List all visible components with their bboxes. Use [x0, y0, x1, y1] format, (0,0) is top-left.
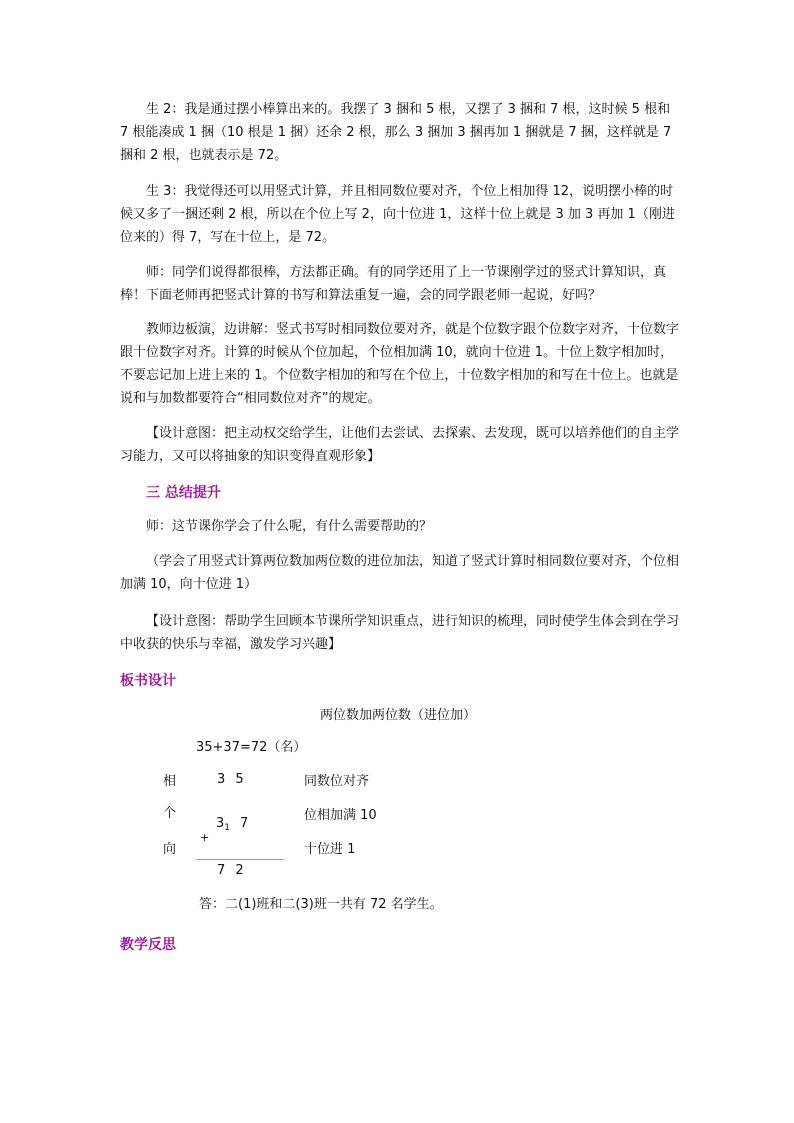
paragraph-teacher: 师：同学们说得都很棒，方法都正确。有的同学还用了上一节课刚学过的竖式计算知识，真棒！下面老师再把竖式计算的书写和算法重复一遍，会的同学跟老师一起说，好吗？ [120, 265, 667, 303]
paragraph-board-explain: 教师边板演，边讲解：竖式书写时相同数位要对齐，就是个位数字跟个位数字对齐，十位数字跟十位数字对齐。计算的时候从个位加起，个位相加满 10，就向十位进 1。十位上数字相加时，不要忘记加上进上来的 1。个位数字相加的和写在个位上，十位数字相加的和写在十位上。也就是说和与加数都要符合“相同数位对齐”的规定。 [120, 322, 680, 406]
board-answer: 答：二(1)班和二(3)班一共有 72 名学生。 [199, 897, 443, 912]
paragraph-design-intent-1: 【设计意图：把主动权交给学生，让他们去尝试、去探索、去发现，既可以培养他们的自主学习能力，又可以将抽象的知识变得直观形象】 [120, 426, 680, 464]
paragraph-student2: 生 2：我是通过摆小棒算出来的。我摆了 3 捆和 5 根，又摆了 3 捆和 7 根，这时候 5 根和 7 根能凑成 1 捆（10 根是 1 捆）还余 2 根，那么 3 捆加 3 捆再加 1 捆就是 7 捆，这样就是 7 捆和 2 根，也就表示是 72。 [120, 102, 672, 163]
section-3-title: 三 总结提升 [146, 485, 221, 501]
side-label: 向 [163, 842, 177, 857]
board-equation: 35+37=72（名） [196, 740, 307, 755]
addend-2 [216, 816, 248, 833]
paragraph-teacher-question: 师：这节课你学会了什么呢，有什么需要帮助的？ [146, 519, 433, 534]
sum-line [196, 859, 284, 860]
side-label: 相 [163, 774, 177, 789]
carry-digit: 1 [224, 823, 231, 833]
teaching-reflection-heading: 教学反思 [120, 937, 176, 953]
addend-2-tens: 3 [216, 816, 225, 831]
sum-result: 7 2 [217, 863, 247, 878]
paragraph-learned: （学会了用竖式计算两位数加两位数的进位加法，知道了竖式计算时相同数位要对齐，个位相加满 10，向十位进 1） [120, 554, 680, 592]
paragraph-design-intent-2: 【设计意图：帮助学生回顾本节课所学知识重点，进行知识的梳理，同时使学生体会到在学习中收获的快乐与幸福，激发学习兴趣】 [120, 614, 680, 652]
board-title: 两位数加两位数（进位加） [320, 708, 477, 723]
side-label: 个 [163, 806, 177, 821]
note-sum-ten: 位相加满 10 [304, 808, 377, 823]
note-align: 同数位对齐 [304, 774, 370, 789]
note-carry: 十位进 1 [304, 842, 356, 857]
board-design-heading: 板书设计 [120, 673, 176, 689]
paragraph-student3: 生 3：我觉得还可以用竖式计算，并且相同数位要对齐，个位上相加得 12，说明摆小棒的时候又多了一捆还剩 2 根，所以在个位上写 2，向十位进 1，这样十位上就是 3 加 3 再加 1（刚进位来的）得 7，写在十位上，是 72。 [120, 184, 675, 245]
addend-1: 3 5 [217, 772, 247, 787]
plus-sign: + [200, 831, 210, 844]
addend-2-ones: 7 [240, 816, 249, 831]
